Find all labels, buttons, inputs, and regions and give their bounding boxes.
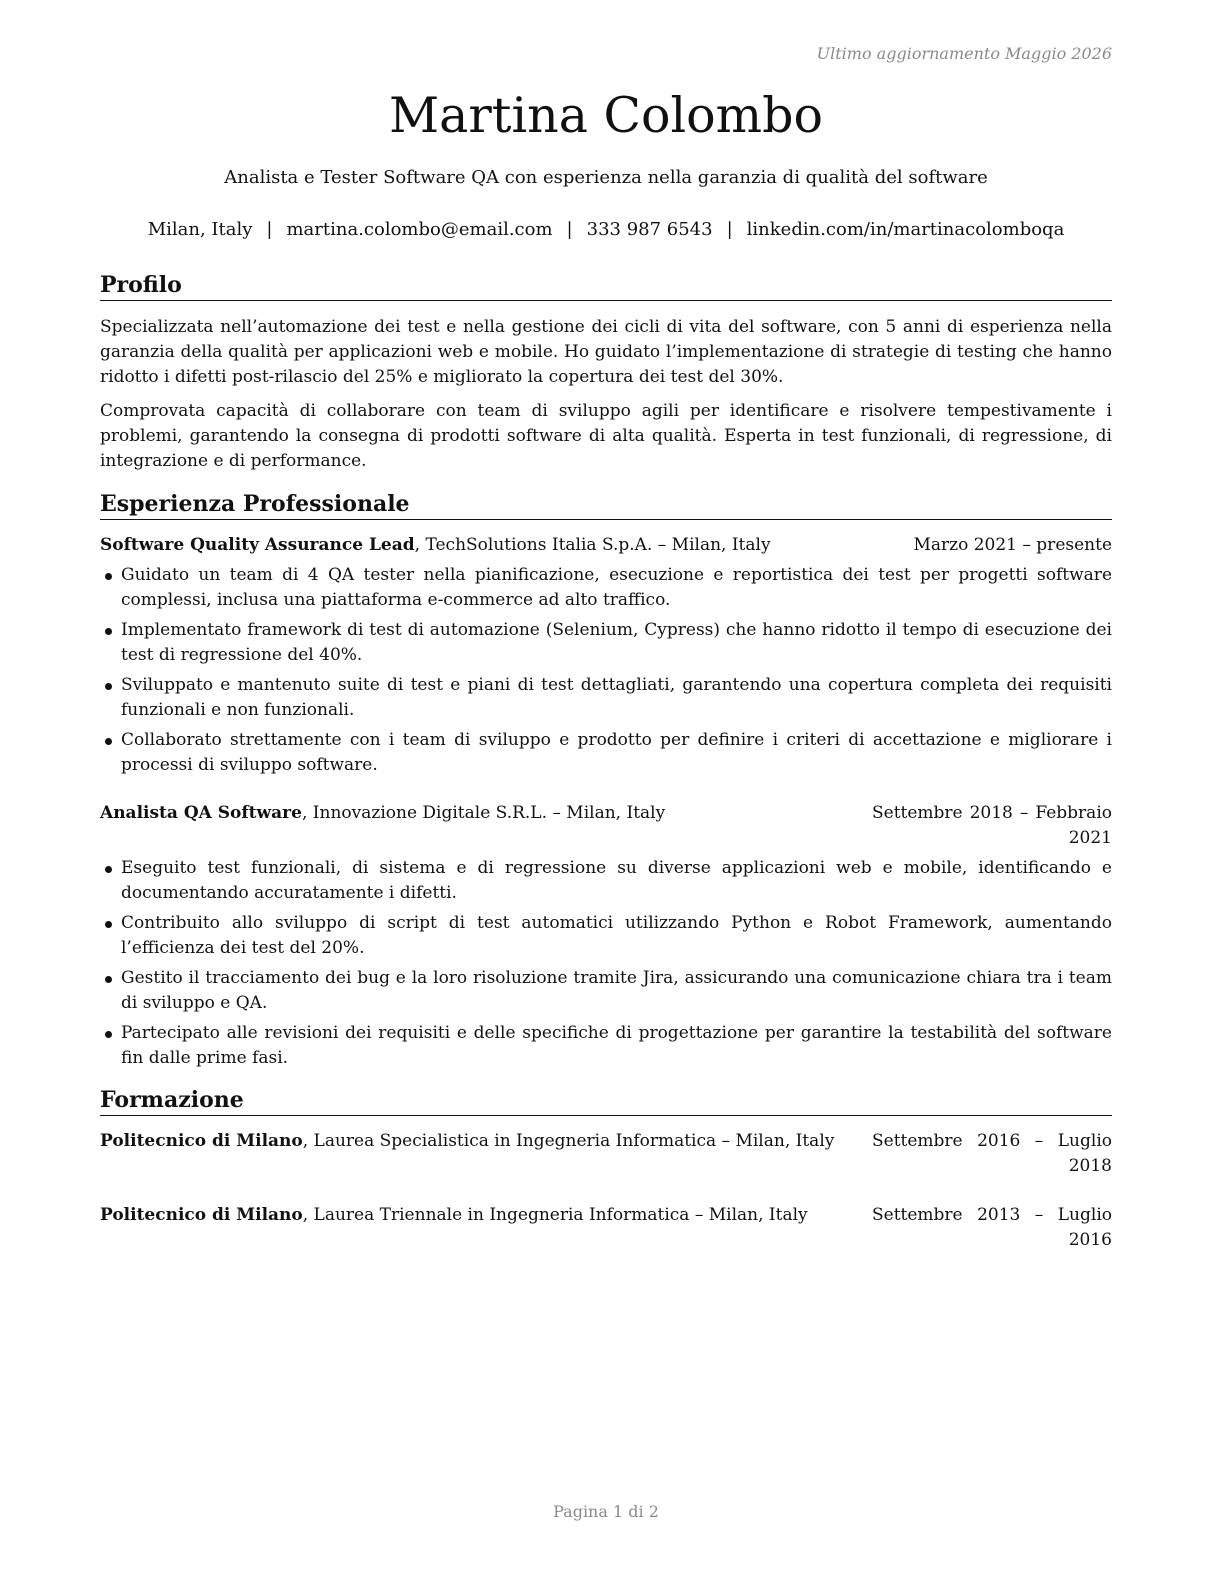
list-item: Contribuito allo sviluppo di script di test automatici utilizzando Python e Robot Framework, aumentando l’efficienza dei test del 20%. [100, 911, 1112, 961]
list-item: Gestito il tracciamento dei bug e la loro risoluzione tramite Jira, assicurando una comunicazione chiara tra i team di sviluppo e QA. [100, 966, 1112, 1016]
education-dates: Settembre 2013 – Luglio 2016 [872, 1205, 1112, 1250]
job-bullets [100, 563, 1112, 783]
list-item: Collaborato strettamente con i team di sviluppo e prodotto per definire i criteri di accettazione e migliorare i processi di sviluppo software. [100, 728, 1112, 778]
contact-separator: | [726, 219, 733, 240]
contact-email[interactable]: martina.colombo@email.com [286, 219, 553, 240]
contact-separator: | [566, 219, 573, 240]
contact-linkedin[interactable]: linkedin.com/in/martinacolomboqa [746, 219, 1065, 240]
candidate-name: Martina Colombo [388, 87, 823, 144]
list-item: Implementato framework di test di automazione (Selenium, Cypress) che hanno ridotto il tempo di esecuzione dei test di regressione del 40%. [100, 618, 1112, 668]
education-school: Politecnico di Milano [100, 1205, 303, 1225]
education-school: Politecnico di Milano [100, 1131, 303, 1151]
list-item: Partecipato alle revisioni dei requisiti e delle specifiche di progettazione per garantire la testabilità del software fin dalle prime fasi. [100, 1021, 1112, 1071]
last-updated: Ultimo aggiornamento Maggio 2026 [816, 44, 1112, 63]
section-title-profile: Profilo [100, 271, 1112, 301]
job-bullets [100, 856, 1112, 1076]
job-dates: Marzo 2021 – presente [913, 535, 1112, 555]
contact-separator: | [266, 219, 273, 240]
list-item: Eseguito test funzionali, di sistema e di regressione su diverse applicazioni web e mobile, identificando e documentando accuratamente i difetti. [100, 856, 1112, 906]
tagline: Analista e Tester Software QA con esperienza nella garanzia di qualità del software [224, 167, 988, 188]
job-company: , Innovazione Digitale S.R.L. – Milan, Italy [301, 803, 666, 823]
education-degree: , Laurea Specialistica in Ingegneria Informatica – Milan, Italy [302, 1131, 835, 1151]
job-role: Software Quality Assurance Lead [100, 535, 415, 555]
job-company: , TechSolutions Italia S.p.A. – Milan, Italy [414, 535, 771, 555]
section-title-experience: Esperienza Professionale [100, 490, 1112, 520]
contact-location: Milan, Italy [147, 219, 253, 240]
education-dates: Settembre 2016 – Luglio 2018 [872, 1131, 1112, 1176]
page-number: Pagina 1 di 2 [553, 1502, 659, 1521]
list-item: Sviluppato e mantenuto suite di test e piani di test dettagliati, garantendo una copertura completa dei requisiti funzionali e non funzionali. [100, 673, 1112, 723]
resume-page [100, 0, 1112, 1584]
profile-paragraph-2: Comprovata capacità di collaborare con team di sviluppo agili per identificare e risolvere tempestivamente i problemi, garantendo la consegna di prodotti software di alta qualità. Esperta in test funzionali, di regressione, di integrazione e di performance. [100, 401, 1112, 471]
job-role: Analista QA Software [100, 803, 302, 823]
job-dates: Settembre 2018 – Febbraio 2021 [872, 803, 1112, 848]
education-degree: , Laurea Triennale in Ingegneria Informatica – Milan, Italy [302, 1205, 808, 1225]
profile-paragraph-1: Specializzata nell’automazione dei test e nella gestione dei cicli di vita del software, con 5 anni di esperienza nella garanzia della qualità per applicazioni web e mobile. Ho guidato l’implementazione di strategie di testing che hanno ridotto i difetti post-rilascio del 25% e migliorato la copertura dei test del 30%. [100, 317, 1112, 387]
contact-line [100, 219, 1112, 240]
section-title-education: Formazione [100, 1086, 1112, 1116]
contact-phone: 333 987 6543 [586, 219, 713, 240]
list-item: Guidato un team di 4 QA tester nella pianificazione, esecuzione e reportistica dei test per progetti software complessi, inclusa una piattaforma e-commerce ad alto traffico. [100, 563, 1112, 613]
